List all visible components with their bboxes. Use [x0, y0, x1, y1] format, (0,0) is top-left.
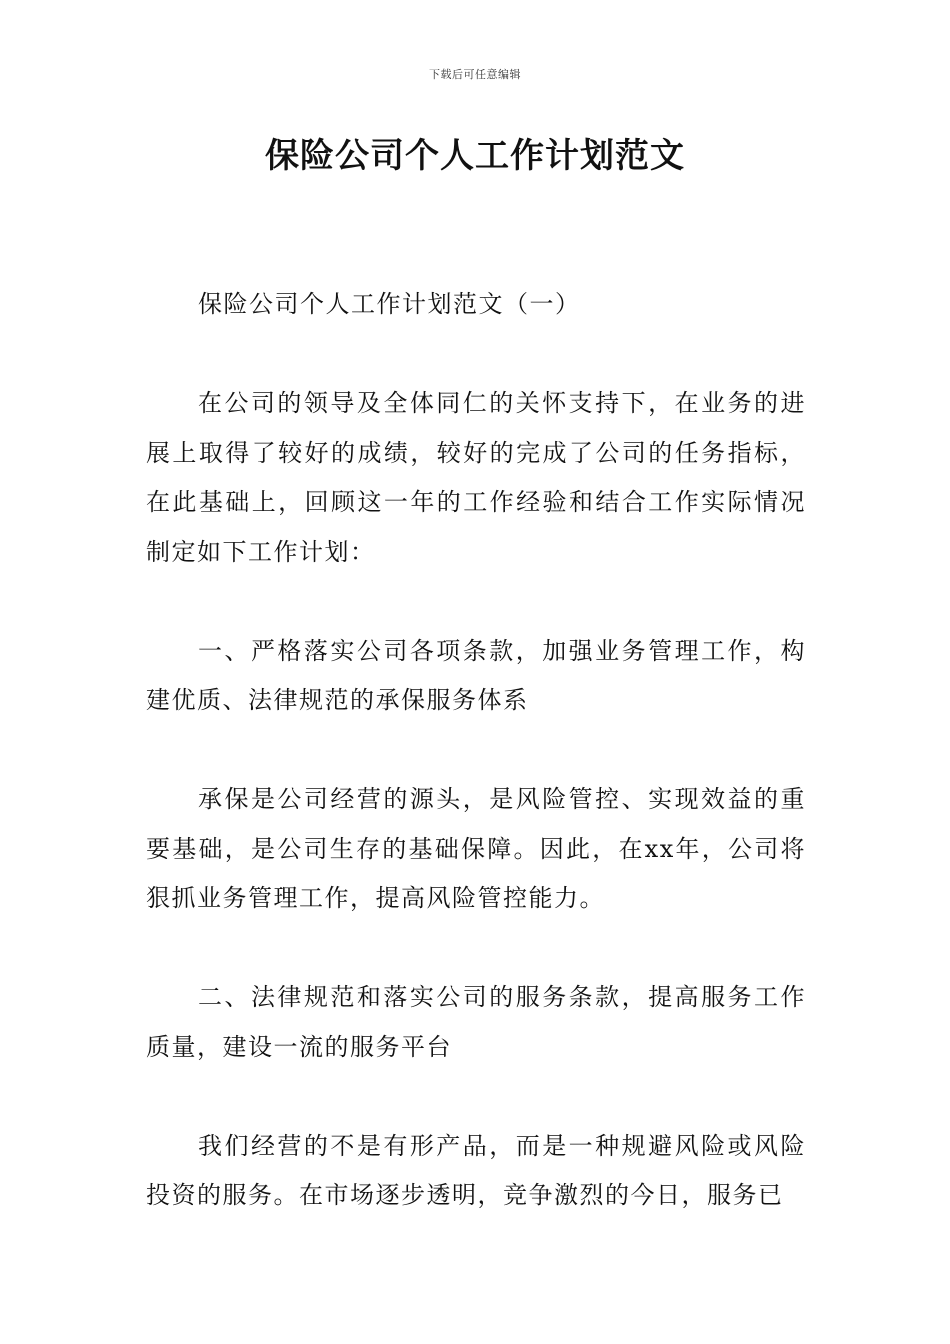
document-body	[146, 280, 806, 1270]
header-note: 下载后可任意编辑	[429, 68, 521, 81]
document-title: 保险公司个人工作计划范文	[265, 136, 685, 176]
paragraph-item-one-heading: 一、严格落实公司各项条款，加强业务管理工作，构建优质、法律规范的承保服务体系	[146, 636, 806, 714]
paragraph-intro: 在公司的领导及全体同仁的关怀支持下，在业务的进展上取得了较好的成绩，较好的完成了公司的任务指标，在此基础上，回顾这一年的工作经验和结合工作实际情况制定如下工作计划：	[146, 389, 806, 566]
paragraph-item-two-heading: 二、法律规范和落实公司的服务条款，提高服务工作质量，建设一流的服务平台	[146, 983, 806, 1061]
paragraph-item-two-body: 我们经营的不是有形产品，而是一种规避风险或风险投资的服务。在市场逐步透明，竞争激烈的今日，服务已	[146, 1131, 806, 1209]
paragraph-section-heading: 保险公司个人工作计划范文（一）	[198, 290, 581, 318]
paragraph-item-one-body: 承保是公司经营的源头，是风险管控、实现效益的重要基础，是公司生存的基础保障。因此，在xx年，公司将狠抓业务管理工作，提高风险管控能力。	[146, 785, 806, 912]
